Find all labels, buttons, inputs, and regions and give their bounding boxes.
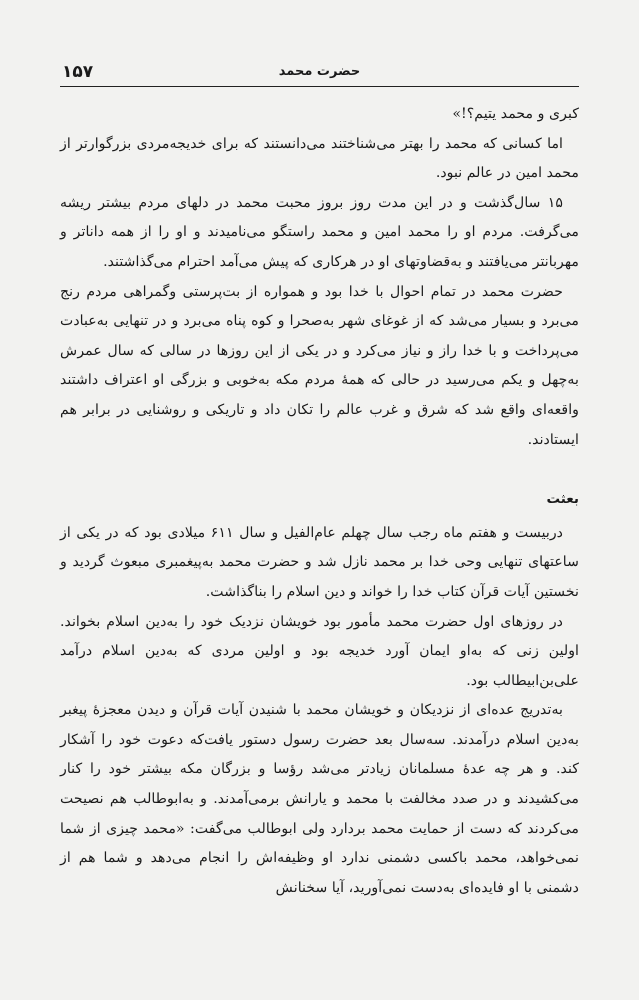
paragraph: در روزهای اول حضرت محمد مأمور بود خویشان نزدیک خود را به‌دین اسلام بخواند. اولین زنی که به‌او ایمان آورد خدیجه بود و اولین مردی که به‌دین اسلام درآمد علی‌بن‌ابیطالب بود. — [60, 613, 579, 689]
paragraph: اما کسانی که محمد را بهتر می‌شناختند می‌دانستند که برای خدیجه‌مردی بزرگوارتر از محمد امین در عالم نبود. — [60, 135, 579, 182]
page-header — [60, 56, 579, 87]
body-text — [60, 100, 579, 903]
page-number: ۱۵۷ — [62, 62, 94, 82]
section-heading: بعثت — [546, 491, 579, 508]
paragraph: کبری و محمد یتیم؟!» — [452, 106, 579, 122]
paragraph: دربیست و هفتم ماه رجب سال چهلم عام‌الفیل و سال ۶۱۱ میلادی بود که در یکی از ساعتهای تنهایی وحی خدا بر محمد نازل شد و حضرت محمد به‌پیغمبری مبعوث گردید و نخستین آیات قرآن کتاب خدا را خواند و دین اسلام را بناگذاشت. — [60, 524, 579, 600]
paragraph: ۱۵ سال‌گذشت و در این مدت روز بروز محبت محمد در دلهای مردم بیشتر ریشه می‌گرفت. مردم او را محمد امین و محمد راستگو می‌نامیدند و او را از همه داناتر و مهربانتر می‌یافتند و به‌قضاوتهای او در هرکاری که پیش می‌آمد احترام می‌گذاشتند. — [60, 194, 579, 270]
running-title: حضرت محمد — [278, 64, 361, 79]
paragraph: حضرت محمد در تمام احوال با خدا بود و همواره از بت‌پرستی وگمراهی مردم رنج می‌برد و بسیار می‌شد که از غوغای شهر به‌صحرا و کوه پناه می‌برد و در تنهایی به‌عبادت می‌پرداخت و با خدا راز و نیاز می‌کرد و در یکی از این روزها در سالی که سال عمرش به‌چهل و یکم می‌رسید در حالی که همهٔ مردم مکه به‌خوبی و بزرگی او اعتراف داشتند واقعه‌ای واقع شد که شرق و غرب عالم را تکان داد و تاریکی و روشنایی در برابر هم ایستادند. — [60, 283, 579, 448]
paragraph: به‌تدریج عده‌ای از نزدیکان و خویشان محمد با شنیدن آیات قرآن و دیدن معجزهٔ پیغبر به‌دین اسلام درآمدند. سه‌سال بعد حضرت رسول دستور یافت‌که دعوت خود را آشکار کند. و هر چه عدهٔ مسلمانان زیادتر می‌شد رؤسا و بزرگان مکه بیشتر خود را کنار می‌کشیدند و در صدد مخالفت با محمد و یارانش برمی‌آمدند. و به‌ابوطالب هم نصیحت می‌کردند که دست از حمایت محمد بردارد ولی ابوطالب می‌گفت: «محمد چیزی از شما نمی‌خواهد، محمد باکسی دشمنی ندارد او وظیفه‌اش را انجام می‌دهد و شما هم از دشمنی با او فایده‌ای به‌دست نمی‌آورید، آیا سخنانش — [60, 702, 579, 896]
